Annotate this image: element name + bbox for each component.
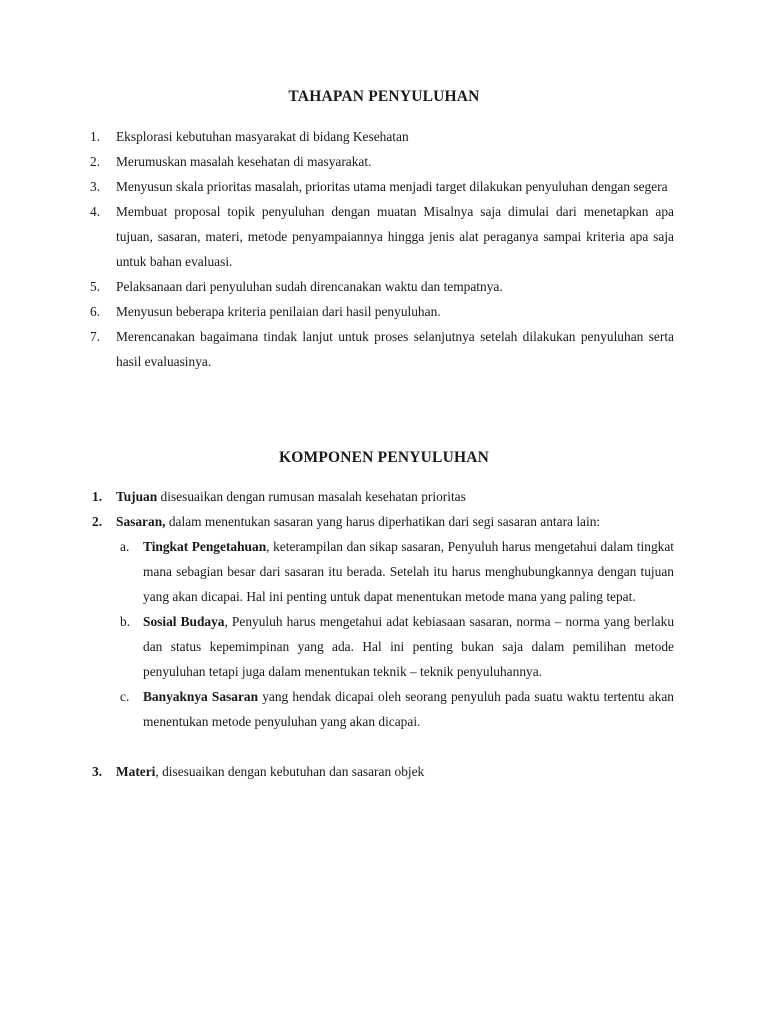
list-item [90,274,674,299]
item-text: Menyusun beberapa kriteria penilaian dari hasil penyuluhan. [116,304,441,319]
item-number: 2. [90,154,101,169]
sublist-item [120,684,675,734]
subitem-text: , Penyuluh harus mengetahui adat kebiasaan sasaran, norma – norma yang berlaku dan status kepemimpinan yang ada. Hal ini penting bukan saja dalam pemilihan metode penyuluhan tetapi juga dalam menentukan teknik – teknik penyuluhannya. [143,614,675,679]
item-term: Materi [116,764,156,779]
item-text: , disesuaikan dengan kebutuhan dan sasaran objek [155,764,425,779]
subitem-text: yang hendak dicapai oleh seorang penyuluh pada suatu waktu tertentu akan menentukan metode penyuluhan yang akan dicapai. [143,689,675,729]
item-number: 3. [92,764,103,779]
komponen-list [92,484,675,784]
item-number: 5. [90,279,101,294]
list-item [90,124,674,149]
item-text: Menyusun skala prioritas masalah, prioritas utama menjadi target dilakukan penyuluhan dengan segera [116,179,668,194]
item-term: Tujuan [116,489,158,504]
list-item [92,759,674,784]
subitem-letter: b. [120,614,131,629]
list-item [90,174,674,199]
item-number: 7. [90,329,101,344]
subitem-term: Tingkat Pengetahuan [143,539,267,554]
subitem-term: Banyaknya Sasaran [143,689,259,704]
tahapan-list [90,124,674,374]
item-text: disesuaikan dengan rumusan masalah kesehatan prioritas [157,489,466,504]
item-text: Eksplorasi kebutuhan masyarakat di bidang Kesehatan [116,129,409,144]
list-item [90,324,674,374]
item-number: 1. [90,129,101,144]
list-item [90,149,674,174]
sublist-item [120,609,675,684]
item-text: Membuat proposal topik penyuluhan dengan muatan Misalnya saja dimulai dari menetapkan apa tujuan, sasaran, materi, metode penyampaiannya hingga jenis alat peraganya sampai kriteria apa saja untuk bahan evaluasi. [116,204,674,269]
list-item [90,299,674,324]
subitem-letter: a. [120,539,130,554]
section-title-tahapan: TAHAPAN PENYULUHAN [288,88,480,105]
list-item [90,199,674,274]
subitem-term: Sosial Budaya [143,614,225,629]
item-number: 1. [92,489,103,504]
item-text: Pelaksanaan dari penyuluhan sudah direncanakan waktu dan tempatnya. [116,279,503,294]
subitem-letter: c. [120,689,130,704]
item-text: Merencanakan bagaimana tindak lanjut untuk proses selanjutnya setelah dilakukan penyuluhan serta hasil evaluasinya. [116,329,674,369]
item-number: 4. [90,204,101,219]
item-number: 2. [92,514,103,529]
item-number: 3. [90,179,101,194]
list-item [92,509,675,734]
subitem-text: , keterampilan dan sikap sasaran, Penyuluh harus mengetahui dalam tingkat mana sebagian besar dari sasaran itu berada. Setelah itu harus menghubungkannya dengan tujuan yang akan dicapai. Hal ini penting untuk dapat menentukan metode mana yang paling tepat. [143,539,675,604]
item-text: dalam menentukan sasaran yang harus diperhatikan dari segi sasaran antara lain: [165,514,601,529]
sasaran-sublist [120,534,675,734]
item-term: Sasaran, [116,514,166,529]
section-title-komponen: KOMPONEN PENYULUHAN [278,449,490,466]
sublist-item [120,534,675,609]
item-number: 6. [90,304,101,319]
list-item [92,484,674,509]
item-text: Merumuskan masalah kesehatan di masyarakat. [116,154,372,169]
